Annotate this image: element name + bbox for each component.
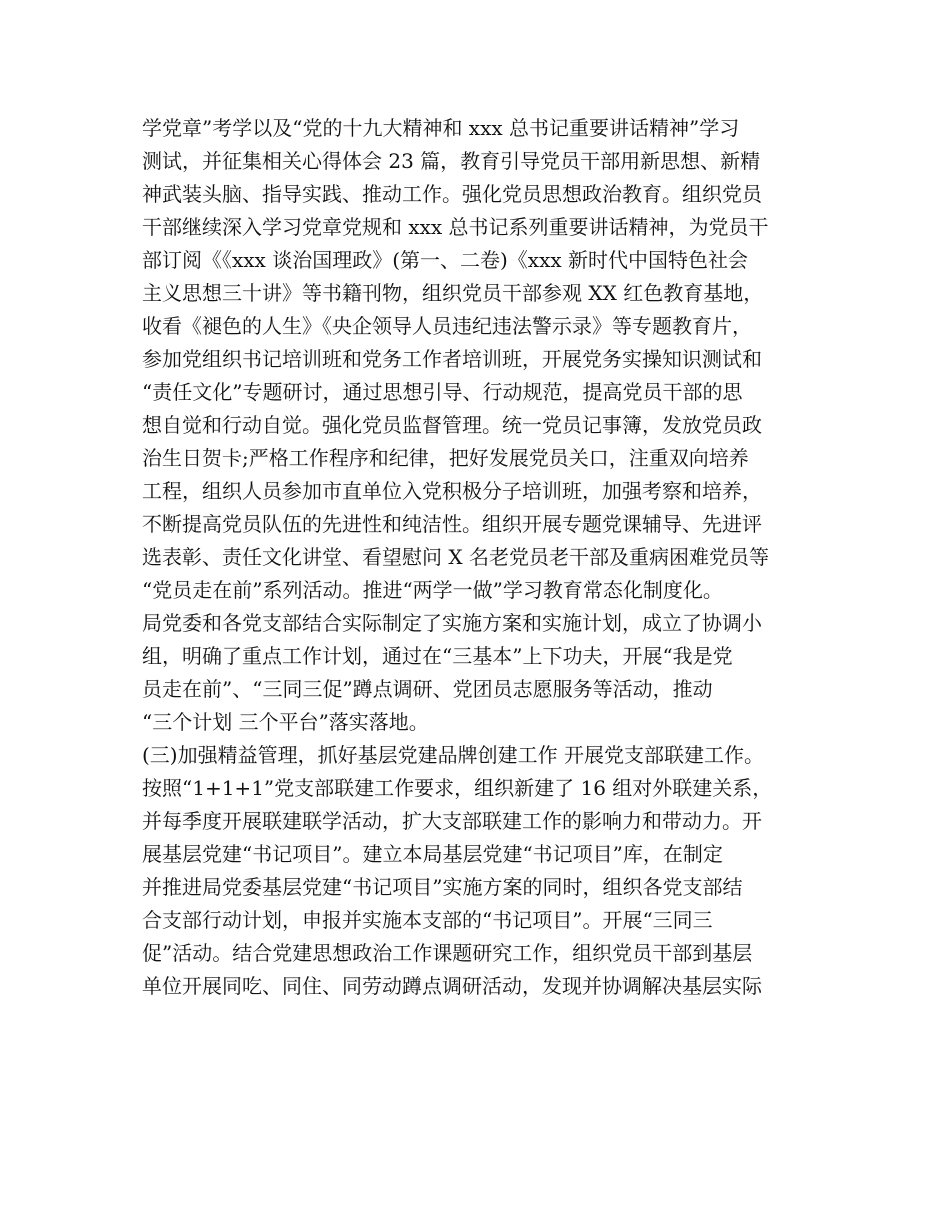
text-line: 不断提高党员队伍的先进性和纯洁性。组织开展专题党课辅导、先进评 xyxy=(142,512,762,536)
text-line: 员走在前”、“三同三促”蹲点调研、党团员志愿服务等活动，推动 xyxy=(142,677,713,701)
text-line: 主义思想三十讲》等书籍刊物，组织党员干部参观 XX 红色教育基地， xyxy=(142,281,764,305)
text-line: 学党章”考学以及“党的十九大精神和 xxx 总书记重要讲话精神”学习 xyxy=(142,116,740,140)
body-text xyxy=(142,112,842,1003)
text-line: “党员走在前”系列活动。推进“两学一做”学习教育常态化制度化。 xyxy=(142,578,723,602)
section-heading-line: (三)加强精益管理，抓好基层党建品牌创建工作 开展党支部联建工作。 xyxy=(142,743,764,767)
text-line: 并每季度开展联建联学活动，扩大支部联建工作的影响力和带动力。开 xyxy=(142,809,762,833)
text-line: 参加党组织书记培训班和党务工作者培训班，开展党务实操知识测试和 xyxy=(142,347,762,371)
text-line: 选表彰、责任文化讲堂、看望慰问 X 名老党员老干部及重病困难党员等 xyxy=(142,545,769,569)
text-line: 部订阅《《xxx 谈治国理政》(第一、二卷)《xxx 新时代中国特色社会 xyxy=(142,248,748,272)
text-line: 组，明确了重点工作计划，通过在“三基本”上下功夫，开展“我是党 xyxy=(142,644,733,668)
text-line: “责任文化”专题研讨，通过思想引导、行动规范，提高党员干部的思 xyxy=(142,380,743,404)
text-line: 收看《褪色的人生》《央企领导人员违纪违法警示录》等专题教育片， xyxy=(142,314,752,338)
text-line: 单位开展同吃、同住、同劳动蹲点调研活动，发现并协调解决基层实际 xyxy=(142,974,762,998)
text-line: 按照“1+1+1”党支部联建工作要求，组织新建了 16 组对外联建关系， xyxy=(142,776,773,800)
text-line: 展基层党建“书记项目”。建立本局基层党建“书记项目”库，在制定 xyxy=(142,842,723,866)
text-line: 治生日贺卡;严格工作程序和纪律，把好发展党员关口，注重双向培养 xyxy=(142,446,749,470)
text-line: “三个计划 三个平台”落实落地。 xyxy=(142,710,429,734)
text-line: 想自觉和行动自觉。强化党员监督管理。统一党员记事簿，发放党员政 xyxy=(142,413,762,437)
text-line: 工程，组织人员参加市直单位入党积极分子培训班，加强考察和培养， xyxy=(142,479,762,503)
text-line: 神武装头脑、指导实践、推动工作。强化党员思想政治教育。组织党员 xyxy=(142,182,762,206)
text-line: 干部继续深入学习党章党规和 xxx 总书记系列重要讲话精神，为党员干 xyxy=(142,215,769,239)
text-line: 合支部行动计划，申报并实施本支部的“书记项目”。开展“三同三 xyxy=(142,908,713,932)
text-line: 局党委和各党支部结合实际制定了实施方案和实施计划，成立了协调小 xyxy=(142,611,762,635)
text-line: 并推进局党委基层党建“书记项目”实施方案的同时，组织各党支部结 xyxy=(142,875,743,899)
text-line: 促”活动。结合党建思想政治工作课题研究工作，组织党员干部到基层 xyxy=(142,941,753,965)
text-line: 测试，并征集相关心得体会 23 篇，教育引导党员干部用新思想、新精 xyxy=(142,149,761,173)
